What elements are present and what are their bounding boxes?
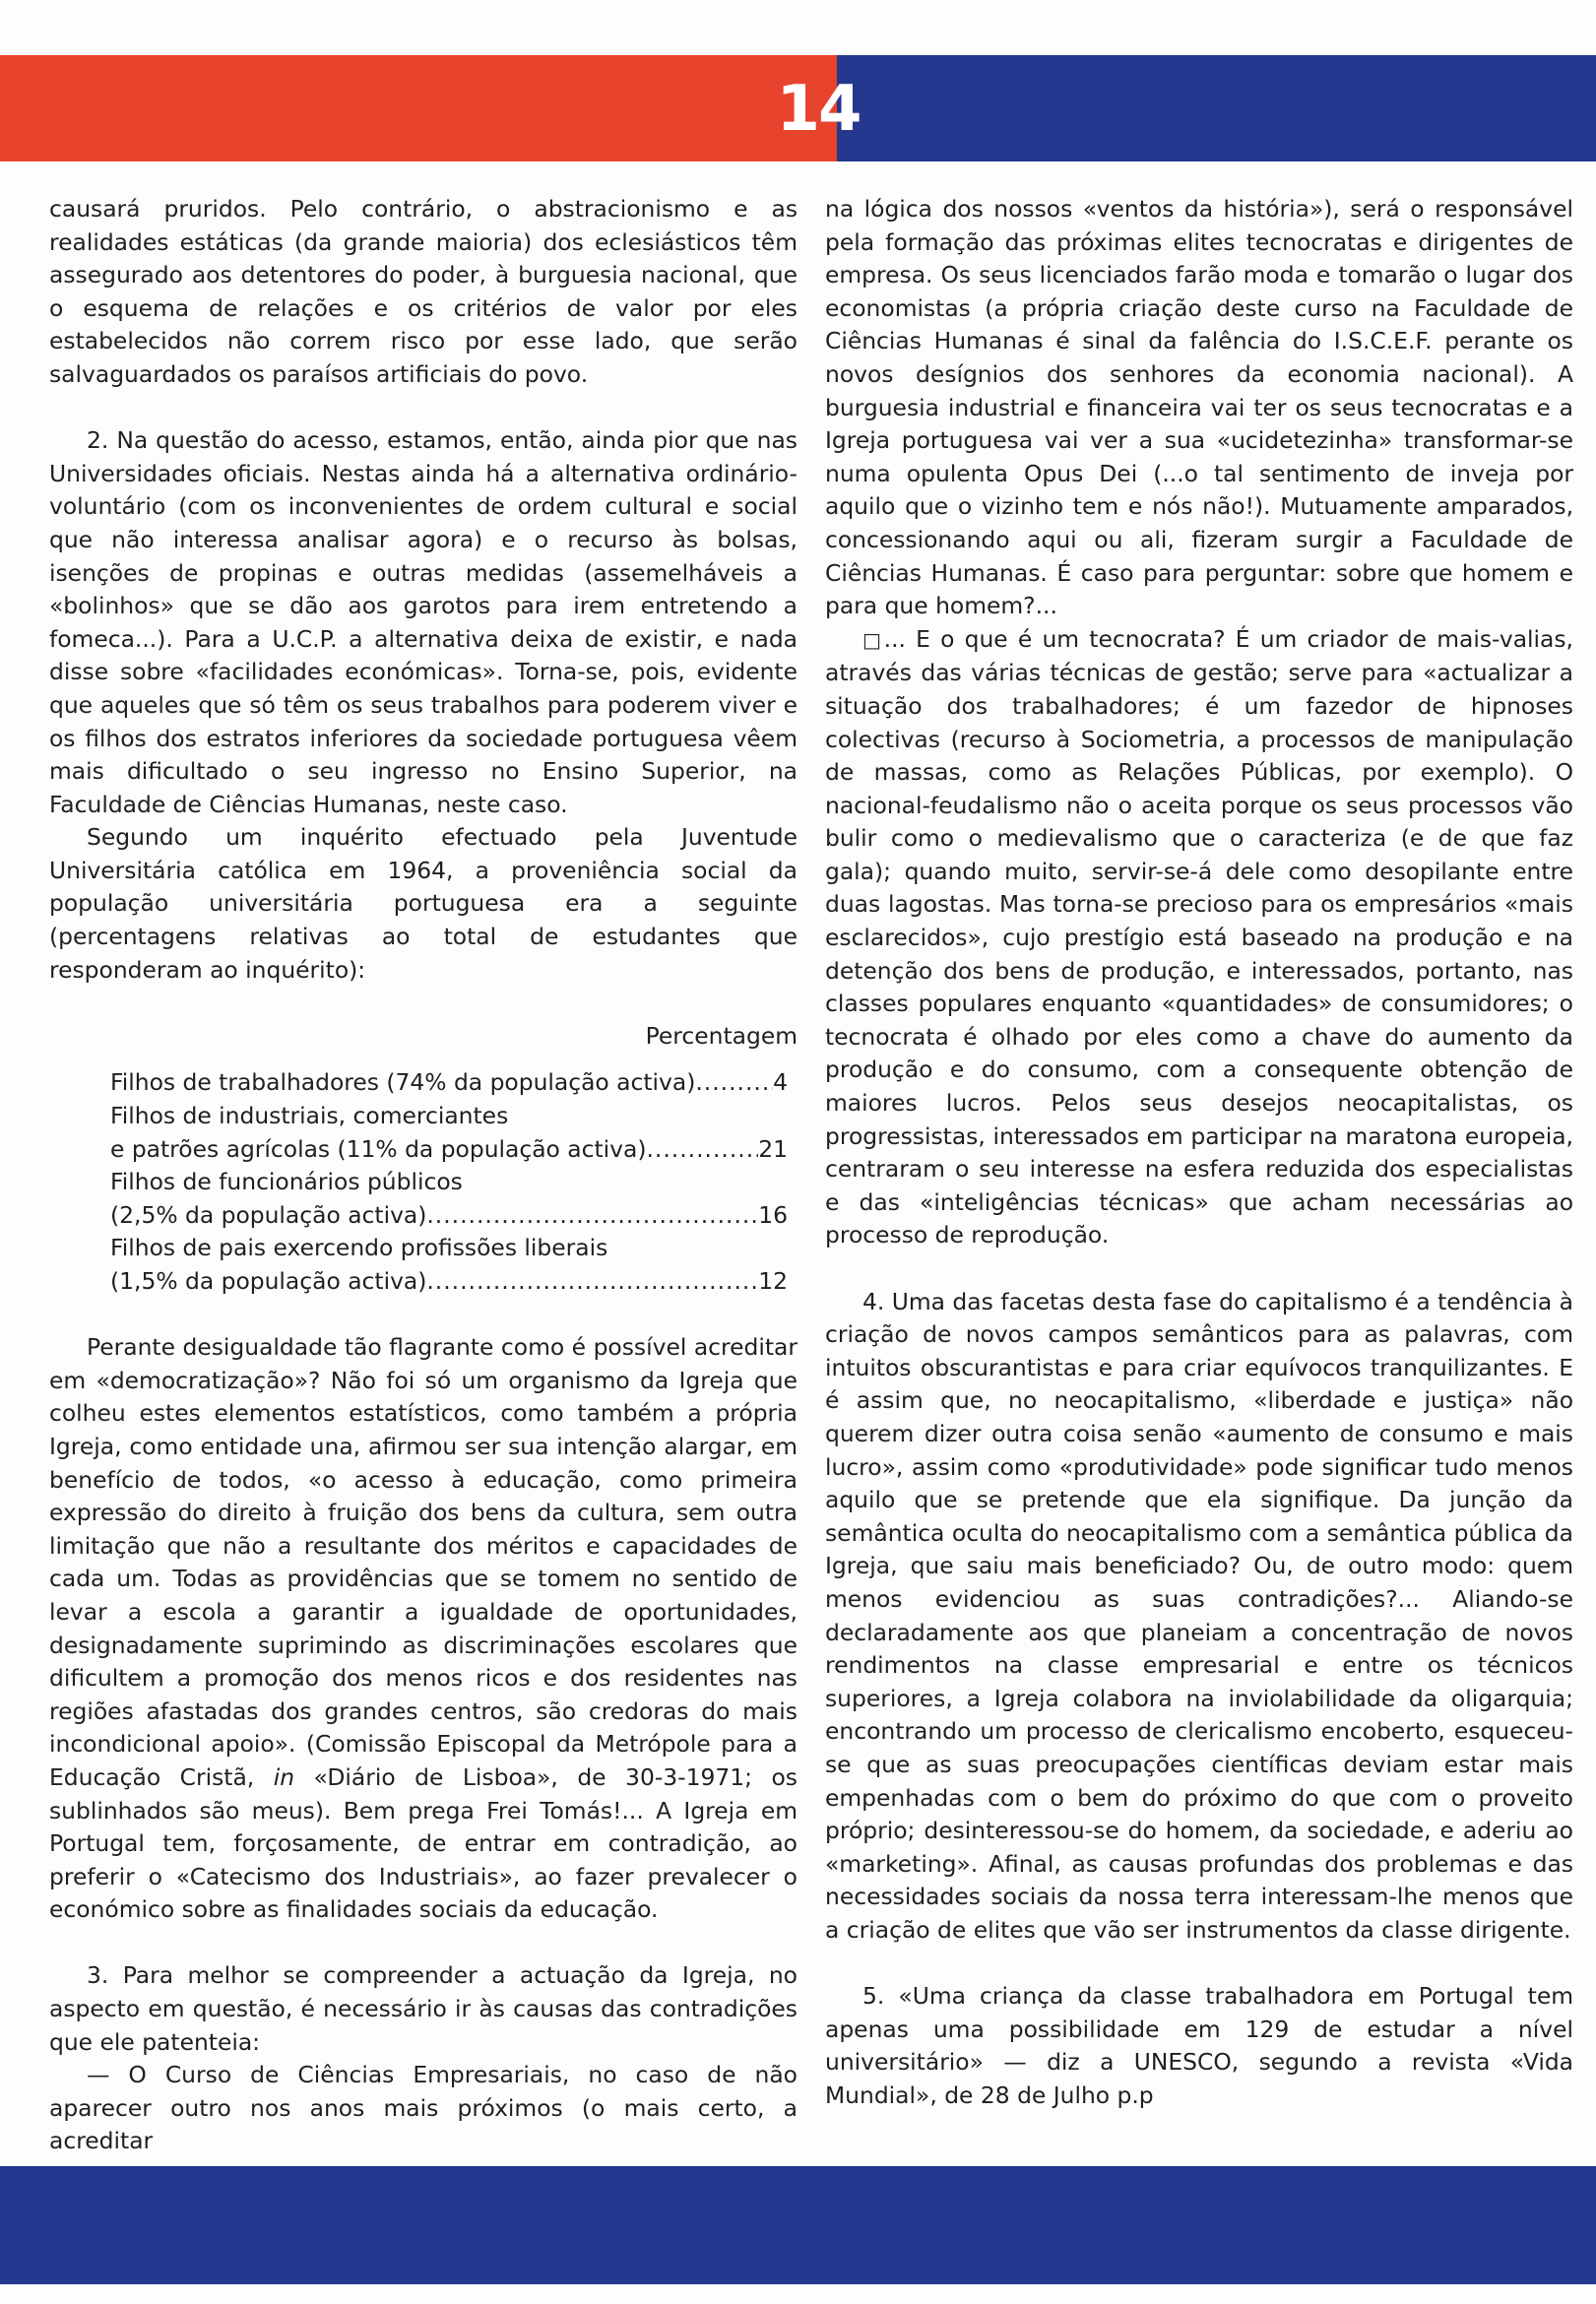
right-column — [825, 193, 1573, 2112]
italic-text: in — [273, 1762, 295, 1791]
leader-dots — [426, 1199, 758, 1233]
leader-dots — [426, 1265, 758, 1299]
table-row — [110, 1199, 788, 1233]
header-band-blue — [837, 55, 1596, 161]
table-row-label: Filhos de funcionários públicos — [110, 1168, 463, 1196]
paragraph — [49, 1331, 798, 1927]
table-header: Percentagem — [645, 1021, 798, 1050]
table-row — [110, 1265, 788, 1299]
paragraph-text: ... E o que é um tecnocrata? É um criador de mais-valias, através das várias técnicas de gestão; serve para «actualizar a situação dos trabalhadores; é um fazedor de hipnoses colectivas (recurso à Sociometria, a processos de manipulação de massas, como as Relações Públicas, por exemplo). O nacional-feudalismo não o aceita porque os seus processos vão bulir como o medievalismo que o caracteriza (e de que faz gala); quando muito, servir-se-á dele como desopilante entre duas lagostas. Mas torna-se precioso para os empresários «mais esclarecidos», cujo prestígio está baseado na produção e na detenção dos bens de produção, e interessados, portanto, nas classes populares enquanto «quantidades» de consumidores; o tecnocrata é olhado por eles como a chave do aumento da produção e do consumo, com a consequente obtenção de maiores lucros. Pelos seus desejos neocapitalistas, os progressistas, interessados em participar na maratona europeia, centraram o seu interesse na esfera reduzida dos especialistas e das «inteligências técnicas» que acham necessárias ao processo de reprodução. — [825, 624, 1573, 1249]
table-row-label: (1,5% da população activa) — [110, 1267, 427, 1295]
paragraph: na lógica dos nossos «ventos da história»), será o responsável pela formação das próximas elites tecnocratas e dirigentes de empresa. Os seus licenciados farão moda e tomarão o lugar dos economistas (a própria criação deste curso na Faculdade de Ciências Humanas é sinal da falência do I.S.C.E.F. perante os novos desígnios dos senhores da economia nacional). A burguesia industrial e financeira vai ter os seus tecnocratas e a Igreja portuguesa vai ver a sua «ucidetezinha» transformar-se numa opulenta Opus Dei (...o tal sentimento de inveja por aquilo que o vizinho tem e nós não!). Mutuamente amparados, concessionando aqui ou ali, fizeram surgir a Faculdade de Ciências Humanas. É caso para perguntar: sobre que homem e para que homem?... — [825, 195, 1573, 620]
table-row-label: Filhos de trabalhadores (74% da população activa) — [110, 1068, 696, 1097]
leader-dots — [695, 1066, 773, 1100]
left-column — [49, 193, 798, 2158]
table-row — [110, 1066, 788, 1100]
paragraph: — O Curso de Ciências Empresariais, no caso de não aparecer outro nos anos mais próximos (o mais certo, a acreditar — [49, 2061, 798, 2155]
footer-band — [0, 2166, 1596, 2284]
table-row — [110, 1133, 788, 1167]
header-band-red — [0, 55, 837, 161]
paragraph: 2. Na questão do acesso, estamos, então, ainda pior que nas Universidades oficiais. Nestas ainda há a alternativa ordinário-voluntário (com os inconvenientes de ordem cultural e social que não interessa analisar agora) e o recurso às bolsas, isenções de propinas e outras medidas (assemelháveis a «bolinhos» que se dão aos garotos para irem entretendo a fomeca...). Para a U.C.P. a alternativa deixa de existir, e nada disse sobre «facilidades económicas». Torna-se, pois, evidente que aqueles que só têm os seus trabalhos para poderem viver e os filhos dos estratos inferiores da sociedade portuguesa vêem mais dificultado o seu ingresso no Ensino Superior, na Faculdade de Ciências Humanas, neste caso. — [49, 426, 798, 818]
table-row-value: 21 — [758, 1134, 788, 1163]
box-glyph: □ — [862, 627, 884, 652]
page-number: 14 — [776, 73, 861, 146]
table-row-label: (2,5% da população activa) — [110, 1200, 427, 1229]
table-row-label: Filhos de pais exercendo profissões liberais — [110, 1234, 608, 1262]
paragraph: 3. Para melhor se compreender a actuação da Igreja, no aspecto em questão, é necessário ir às causas das contradições que ele patenteia: — [49, 1961, 798, 2056]
paragraph: Segundo um inquérito efectuado pela Juventude Universitária católica em 1964, a proveniência social da população universitária portuguesa era a seguinte (percentagens relativas ao total de estudantes que responderam ao inquérito): — [49, 823, 798, 984]
paragraph: 5. «Uma criança da classe trabalhadora em Portugal tem apenas uma possibilidade em 129 de estudar a nível universitário» — diz a UNESCO, segundo a revista «Vida Mundial», de 28 de Julho p.p — [825, 1982, 1573, 2109]
paragraph — [825, 623, 1573, 1252]
paragraph-text: Perante desigualdade tão flagrante como é possível acreditar em «democratização»? Não foi só um organismo da Igreja que colheu estes elementos estatísticos, como também a própria Igreja, como entidade una, afirmou ser sua intenção alargar, em benefício de todos, «o acesso à educação, como primeira expressão do direito à fruição dos bens da cultura, sem outra limitação que não a resultante dos méritos e capacidades de cada um. Todas as providências que se tomem no sentido de levar a escola a garantir a igualdade de oportunidades, designadamente suprimindo as discriminações escolares que dificultem a promoção dos menos ricos e dos residentes nas regiões afastadas dos grandes centros, são credoras do mais incondicional apoio». (Comissão Episcopal da Metrópole para a Educação Cristã, — [49, 1333, 798, 1791]
table-row-value: 12 — [758, 1267, 788, 1295]
table-row-value: 4 — [773, 1068, 788, 1097]
table-row-label: Filhos de industriais, comerciantes — [110, 1102, 509, 1130]
leader-dots — [646, 1133, 758, 1167]
paragraph: 4. Uma das facetas desta fase do capitalismo é a tendência à criação de novos campos semânticos para as palavras, com intuitos obscurantistas e para criar equívocos tranquilizantes. E é assim que, no neocapitalismo, «liberdade e justiça» não querem dizer outra coisa senão «aumento de consumo e mais lucro», assim como «produtividade» pode significar tudo menos aquilo que se pretende que ela signifique. Da junção da semântica oculta do neocapitalismo com a semântica pública da Igreja, que saiu mais beneficiado? Ou, de outro modo: quem menos evidenciou as suas contradições?... Aliando-se declaradamente aos que planeiam a concentração de novos rendimentos na classe empresarial e entre os técnicos superiores, a Igreja colabora na inviolabilidade da oligarquia; encontrando um processo de clericalismo encoberto, esqueceu-se que as suas preocupações científicas deviam estar mais empenhadas com o bem do próximo do que com o proveito próprio; desinteressou-se do homem, da sociedade, e aderiu ao «marketing». Afinal, as causas profundas dos problemas e das necessidades sociais da nossa terra interessam-lhe menos que a criação de elites que vão ser instrumentos da classe dirigente. — [825, 1287, 1573, 1944]
statistics-table — [110, 1066, 788, 1298]
table-row-label: e patrões agrícolas (11% da população activa) — [110, 1134, 647, 1163]
table-row-value: 16 — [758, 1200, 788, 1229]
paragraph: causará pruridos. Pelo contrário, o abstracionismo e as realidades estáticas (da grande maioria) dos eclesiásticos têm assegurado aos detentores do poder, à burguesia nacional, que o esquema de relações e os critérios de valor por eles estabelecidos não correm risco por esse lado, que serão salvaguardados os paraísos artificiais do povo. — [49, 195, 798, 388]
paragraph-text: «Diário de Lisboa», de 30-3-1971; os sublinhados são meus). Bem prega Frei Tomás!... A Igreja em Portugal tem, forçosamente, de entrar em contradição, ao preferir o «Catecismo dos Industriais», ao fazer prevalecer o económico sobre as finalidades sociais da educação. — [49, 1762, 798, 1924]
